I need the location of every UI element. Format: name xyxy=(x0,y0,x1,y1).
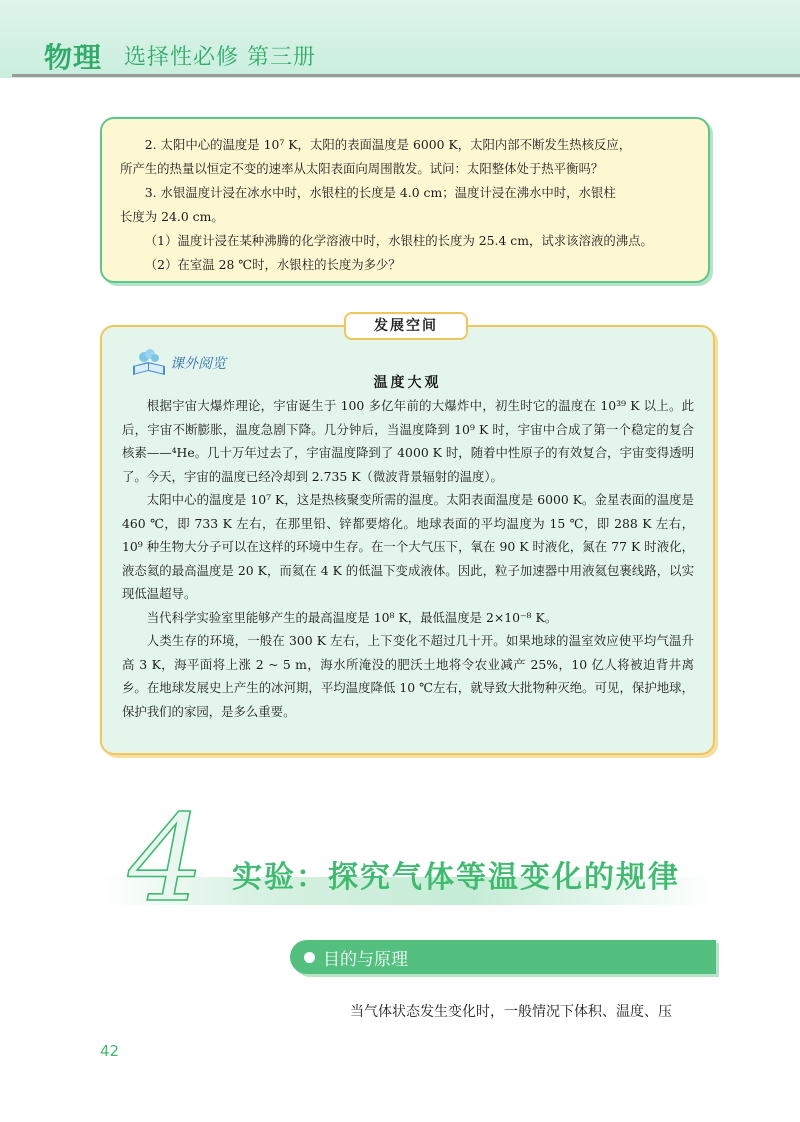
article-body xyxy=(122,394,694,723)
subsection-label: 目的与原理 xyxy=(323,949,408,970)
section-number: 4 xyxy=(128,800,205,910)
subsection-heading xyxy=(290,940,716,974)
exercise-q3-part2: （2）在室温 28 ℃时，水银柱的长度为多少？ xyxy=(144,257,401,272)
exercise-q3-part1: （1）温度计浸在某种沸腾的化学溶液中时，水银柱的长度为 25.4 cm，试求该溶液的沸点。 xyxy=(144,233,653,248)
bullet-dot-icon xyxy=(304,952,315,963)
article-paragraph: 当代科学实验室里能够产生的最高温度是 10⁸ K，最低温度是 2×10⁻⁸ K。 xyxy=(146,609,558,625)
development-label: 发展空间 xyxy=(344,312,468,340)
article-paragraph: 人类生存的环境，一般在 300 K 左右，上下变化不超过几十开。如果地球的温室效应使平均气温升高 3 K，海平面将上涨 2 ~ 5 m，海水所淹没的肥沃土地将令农业减产 25%，10 亿人将被迫背井离乡。在地球发展史上产生的冰河期，平均温度降低 10 ℃左右，就导致大批物种灭绝。可见，保护地球，保护我们的家园，是多么重要。 xyxy=(122,633,694,719)
exercise-box xyxy=(100,117,710,283)
article-title: 温度大观 xyxy=(373,375,442,391)
header-divider xyxy=(12,74,800,77)
section-body-text: 当气体状态发生变化时，一般情况下体积、温度、压 xyxy=(350,1004,672,1020)
header-subject: 物理 xyxy=(44,41,103,74)
reading-label: 课外阅览 xyxy=(170,356,226,372)
section-title: 实验：探究气体等温变化的规律 xyxy=(232,860,680,895)
exercise-q2-line2: 所产生的热量以恒定不变的速率从太阳表面向周围散发。试问：太阳整体处于热平衡吗？ xyxy=(120,161,604,176)
article-paragraph: 根据宇宙大爆炸理论，宇宙诞生于 100 多亿年前的大爆炸中，初生时它的温度在 10³⁹ K 以上。此后，宇宙不断膨胀，温度急剧下降。几分钟后，当温度降到 10⁹ K 时，宇宙中合成了第一个稳定的复合核素——⁴He。几十万年过去了，宇宙温度降到了 4000 K 时，随着中性原子的有效复合，宇宙变得透明了。今天，宇宙的温度已经冷却到 2.735 K（微波背景辐射的温度）。 xyxy=(122,398,694,484)
exercise-q2-line1: 2. 太阳中心的温度是 10⁷ K，太阳的表面温度是 6000 K，太阳内部不断发生热核反应， xyxy=(144,137,632,152)
header-book-title: 选择性必修 第三册 xyxy=(124,45,316,70)
exercise-q3-line2: 长度为 24.0 cm。 xyxy=(120,209,224,224)
section-number-graphic xyxy=(122,800,232,910)
page-number: 42 xyxy=(100,1042,120,1060)
page-header xyxy=(0,0,800,78)
exercise-q3-line1: 3. 水银温度计浸在冰水中时，水银柱的长度是 4.0 cm；温度计浸在沸水中时，水银柱 xyxy=(144,185,616,200)
article-paragraph: 太阳中心的温度是 10⁷ K，这是热核聚变所需的温度。太阳表面温度是 6000 K。金星表面的温度是 460 ℃，即 733 K 左右，在那里铅、锌都要熔化。地球表面的平均温度为 15 ℃，即 288 K 左右，10⁹ 种生物大分子可以在这样的环境中生存。在一个大气压下，氧在 90 K 时液化，氮在 77 K 时液化，液态氦的最高温度是 20 K，而氦在 4 K 的低温下变成液体。因此，粒子加速器中用液氦包裹线路，以实现低温超导。 xyxy=(122,492,694,601)
